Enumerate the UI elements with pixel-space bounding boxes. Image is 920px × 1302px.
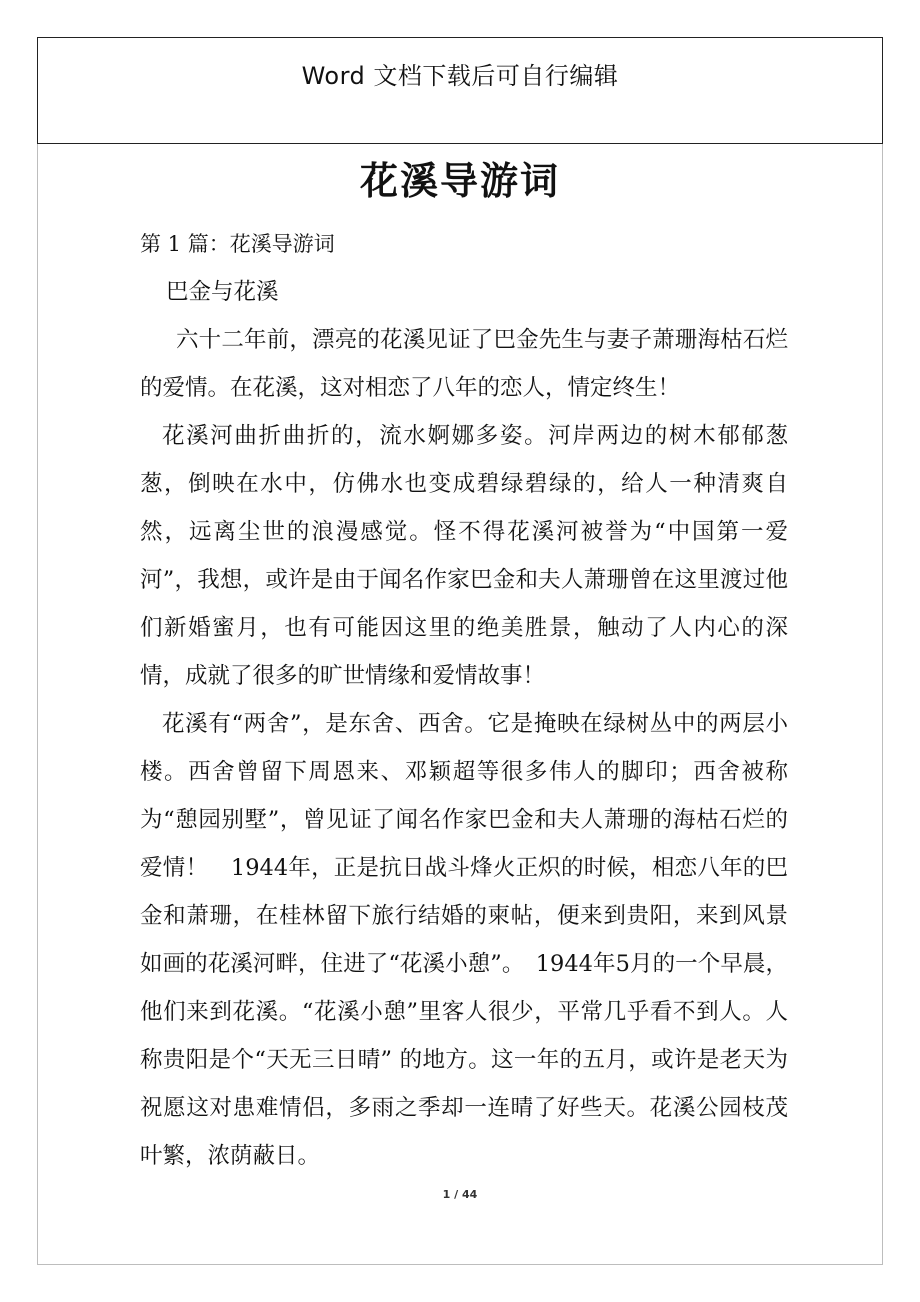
- document-title: 花溪导游词: [359, 159, 560, 203]
- document-body: [140, 220, 788, 1180]
- section-heading: 第 1 篇：花溪导游词: [140, 232, 335, 256]
- paragraph: 花溪有“两舍”，是东舍、西舍。它是掩映在绿树丛中的两层小楼。西舍曾留下周恩来、邓颖超等很多伟人的脚印；西舍被称为“憩园别墅”，曾见证了闻名作家巴金和夫人萧珊的海枯石烂的爱情！ 1944年，正是抗日战斗烽火正炽的时候，相恋八年的巴金和萧珊，在桂林留下旅行结婚的柬帖，便来到贵阳，来到风景如画的花溪河畔，住进了“花溪小憩”。 1944年5月的一个早晨，他们来到花溪。“花溪小憩”里客人很少，平常几乎看不到人。人称贵阳是个“天无三日晴” 的地方。这一年的五月，或许是老天为祝愿这对患难情侣，多雨之季却一连晴了好些天。花溪公园枝茂叶繁，浓荫蔽日。: [140, 711, 788, 1169]
- header-text: Word 文档下载后可自行编辑: [301, 62, 619, 90]
- paragraph: 六十二年前，漂亮的花溪见证了巴金先生与妻子萧珊海枯石烂的爱情。在花溪，这对相恋了八年的恋人，情定终生！: [140, 327, 788, 401]
- subheading: 巴金与花溪: [166, 279, 279, 305]
- paragraph: 花溪河曲折曲折的，流水婀娜多姿。河岸两边的树木郁郁葱葱，倒映在水中，仿佛水也变成碧绿碧绿的，给人一种清爽自然，远离尘世的浪漫感觉。怪不得花溪河被誉为“中国第一爱河”，我想，或许是由于闻名作家巴金和夫人萧珊曾在这里渡过他们新婚蜜月，也有可能因这里的绝美胜景，触动了人内心的深情，成就了很多的旷世情缘和爱情故事！: [140, 423, 788, 689]
- header-box: [37, 37, 883, 144]
- page-number: 1 / 44: [442, 1188, 478, 1201]
